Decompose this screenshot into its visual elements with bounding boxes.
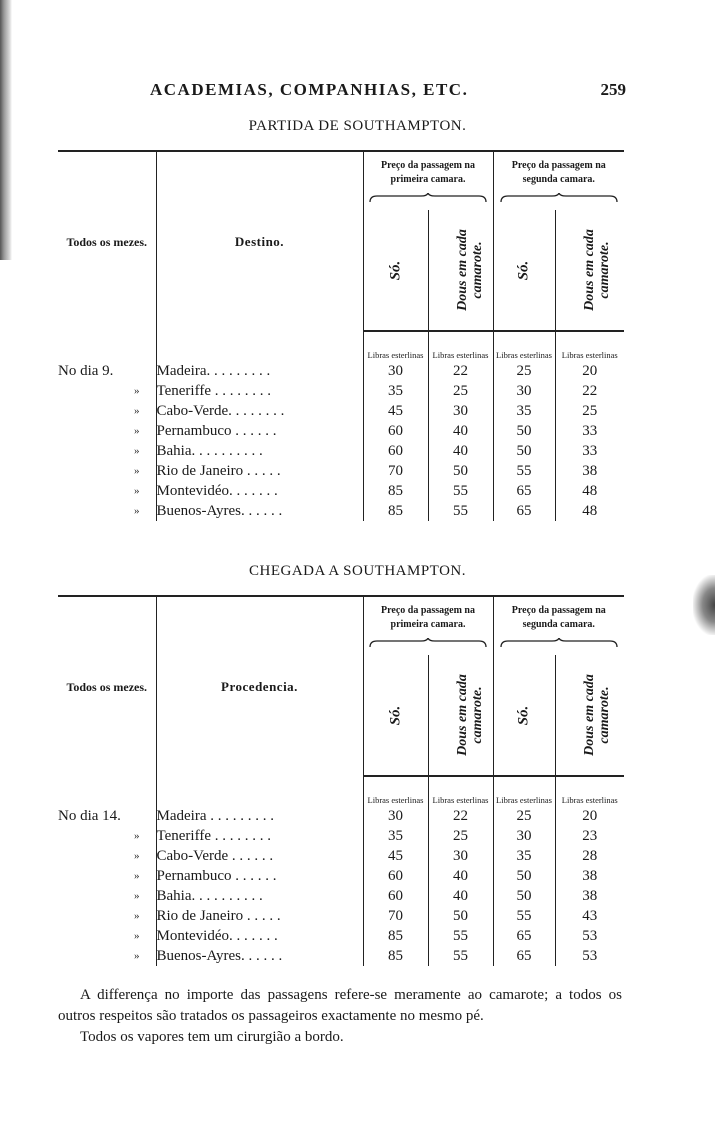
table-row [58, 806, 624, 826]
price-first-single: 35 [388, 827, 403, 844]
price-first-single: 30 [388, 362, 403, 379]
unit-label: Libras esterlinas [428, 776, 493, 806]
departure-table [58, 150, 624, 521]
place-cell: Rio de Janeiro . . . . . [156, 906, 363, 926]
price-second-single: 65 [516, 482, 532, 499]
place-cell: Teneriffe . . . . . . . . [156, 381, 363, 401]
second-class-group-header [493, 151, 624, 210]
place-cell: Bahia. . . . . . . . . . [156, 441, 363, 461]
price-first-double: 55 [428, 481, 493, 501]
price-second-double: 33 [555, 441, 624, 461]
schedule-day-cell: » [134, 445, 140, 457]
price-first-double: 55 [428, 926, 493, 946]
place-cell: Montevidéo. . . . . . . [156, 481, 363, 501]
footnote-paragraph: Todos os vapores tem um cirurgião a bordo. [80, 1029, 344, 1045]
price-second-single: 50 [516, 442, 532, 459]
price-first-single: 60 [388, 887, 403, 904]
table-row [58, 361, 624, 381]
month-column-header: Todos os mezes. [58, 151, 156, 331]
unit-label: Libras esterlinas [555, 331, 624, 361]
price-second-single: 55 [516, 907, 532, 924]
table-row [58, 886, 624, 906]
table-row [58, 441, 624, 461]
price-first-double: 50 [428, 906, 493, 926]
footnote-paragraph: A differença no importe das passagens refere-se meramente ao camarote; a todos os outros respeitos são tratados os passageiros exactamente no mesmo pé. [58, 987, 622, 1024]
table-row [58, 946, 624, 966]
place-cell: Montevidéo. . . . . . . [156, 926, 363, 946]
price-second-single: 65 [516, 927, 532, 944]
price-second-double: 22 [555, 381, 624, 401]
unit-row [58, 776, 624, 806]
price-first-single: 60 [388, 442, 403, 459]
price-first-single: 60 [388, 422, 403, 439]
schedule-day-cell: » [134, 910, 140, 922]
place-cell: Buenos-Ayres. . . . . . [156, 946, 363, 966]
price-second-double: 28 [555, 846, 624, 866]
second-class-group-label: Preço da passagem na segunda camara. [511, 160, 606, 185]
price-second-double: 33 [555, 421, 624, 441]
table-row [58, 826, 624, 846]
second-class-group-label: Preço da passagem na segunda camara. [511, 605, 606, 630]
schedule-day-cell: » [134, 830, 140, 842]
place-cell: Pernambuco . . . . . . [156, 866, 363, 886]
schedule-day-cell: » [134, 890, 140, 902]
unit-row [58, 331, 624, 361]
price-second-single: 65 [516, 947, 532, 964]
price-first-double: 40 [428, 866, 493, 886]
place-cell: Madeira . . . . . . . . . [156, 806, 363, 826]
price-second-double: 23 [555, 826, 624, 846]
unit-label: Libras esterlinas [496, 350, 552, 360]
price-first-double: 50 [428, 461, 493, 481]
arrival-title: CHEGADA A SOUTHAMPTON. [248, 563, 466, 579]
first-class-group-label: Preço da passagem na primeira camara. [381, 605, 475, 630]
price-first-single: 70 [388, 462, 403, 479]
price-first-double: 22 [428, 806, 493, 826]
price-first-single: 85 [388, 482, 403, 499]
second-class-single-header: Só. [493, 655, 555, 776]
running-header [58, 80, 626, 104]
page-number: 259 [600, 80, 626, 99]
price-second-double: 53 [555, 946, 624, 966]
price-second-single: 30 [516, 382, 532, 399]
second-class-group-header [493, 596, 624, 655]
first-class-single-header: Só. [363, 210, 428, 331]
price-second-double: 48 [555, 481, 624, 501]
running-title: ACADEMIAS, COMPANHIAS, ETC. [150, 80, 469, 99]
arrival-table [58, 595, 624, 966]
unit-label: Libras esterlinas [367, 795, 424, 805]
place-cell: Cabo-Verde . . . . . . [156, 846, 363, 866]
schedule-day-cell: No dia 14. [58, 807, 121, 824]
schedule-day-cell: » [134, 930, 140, 942]
second-class-double-header: Dous em cada camarote. [555, 210, 624, 331]
place-cell: Rio de Janeiro . . . . . [156, 461, 363, 481]
price-second-double: 38 [555, 866, 624, 886]
departure-title: PARTIDA DE SOUTHAMPTON. [248, 118, 467, 134]
price-first-double: 40 [428, 421, 493, 441]
table-row [58, 461, 624, 481]
price-second-single: 50 [516, 887, 532, 904]
unit-label: Libras esterlinas [496, 795, 552, 805]
price-second-single: 50 [516, 867, 532, 884]
schedule-day-cell: » [134, 405, 140, 417]
table-row [58, 866, 624, 886]
place-cell: Pernambuco . . . . . . [156, 421, 363, 441]
place-cell: Buenos-Ayres. . . . . . [156, 501, 363, 521]
place-cell: Madeira. . . . . . . . . [156, 361, 363, 381]
first-class-double-header: Dous em cada camarote. [428, 655, 493, 776]
place-cell: Bahia. . . . . . . . . . [156, 886, 363, 906]
origin-column-header: Procedencia. [156, 596, 363, 776]
table-row [58, 381, 624, 401]
second-class-double-header: Dous em cada camarote. [555, 655, 624, 776]
price-first-single: 85 [388, 927, 403, 944]
price-second-single: 50 [516, 422, 532, 439]
price-second-double: 43 [555, 906, 624, 926]
price-second-single: 55 [516, 462, 532, 479]
price-second-single: 65 [516, 502, 532, 519]
schedule-day-cell: » [134, 950, 140, 962]
price-first-double: 25 [428, 826, 493, 846]
price-first-single: 85 [388, 947, 403, 964]
first-class-group-label: Preço da passagem na primeira camara. [381, 160, 475, 185]
price-second-double: 38 [555, 461, 624, 481]
price-second-single: 35 [516, 402, 532, 419]
schedule-day-cell: » [134, 505, 140, 517]
price-first-double: 40 [428, 441, 493, 461]
place-cell: Cabo-Verde. . . . . . . . [156, 401, 363, 421]
first-class-group-header [363, 151, 493, 210]
footnote [58, 985, 622, 1048]
price-first-double: 30 [428, 846, 493, 866]
price-first-single: 30 [388, 807, 403, 824]
price-first-single: 60 [388, 867, 403, 884]
first-class-single-header: Só. [363, 655, 428, 776]
price-first-double: 30 [428, 401, 493, 421]
price-first-single: 35 [388, 382, 403, 399]
price-second-single: 25 [516, 807, 532, 824]
schedule-day-cell: » [134, 870, 140, 882]
destination-column-header: Destino. [156, 151, 363, 331]
schedule-day-cell: » [134, 485, 140, 497]
first-class-group-header [363, 596, 493, 655]
unit-label: Libras esterlinas [428, 331, 493, 361]
table-row [58, 421, 624, 441]
month-column-header: Todos os mezes. [58, 596, 156, 776]
schedule-day-cell: » [134, 385, 140, 397]
price-second-single: 30 [516, 827, 532, 844]
first-class-double-header: Dous em cada camarote. [428, 210, 493, 331]
price-second-double: 38 [555, 886, 624, 906]
table-row [58, 501, 624, 521]
place-cell: Teneriffe . . . . . . . . [156, 826, 363, 846]
brace-icon [500, 193, 618, 203]
unit-label: Libras esterlinas [555, 776, 624, 806]
table-row [58, 846, 624, 866]
price-first-single: 70 [388, 907, 403, 924]
price-first-double: 25 [428, 381, 493, 401]
price-second-double: 20 [555, 361, 624, 381]
table-row [58, 481, 624, 501]
price-second-double: 48 [555, 501, 624, 521]
price-first-single: 45 [388, 847, 403, 864]
price-first-single: 85 [388, 502, 403, 519]
price-first-single: 45 [388, 402, 403, 419]
price-second-single: 35 [516, 847, 532, 864]
table-row [58, 401, 624, 421]
brace-icon [369, 638, 487, 648]
price-first-double: 55 [428, 946, 493, 966]
table-row [58, 906, 624, 926]
price-first-double: 40 [428, 886, 493, 906]
brace-icon [369, 193, 487, 203]
price-second-single: 25 [516, 362, 532, 379]
schedule-day-cell: » [134, 850, 140, 862]
price-second-double: 20 [555, 806, 624, 826]
price-second-double: 25 [555, 401, 624, 421]
price-second-double: 53 [555, 926, 624, 946]
second-class-single-header: Só. [493, 210, 555, 331]
unit-label: Libras esterlinas [367, 350, 424, 360]
price-first-double: 55 [428, 501, 493, 521]
brace-icon [500, 638, 618, 648]
schedule-day-cell: No dia 9. [58, 362, 114, 379]
table-row [58, 926, 624, 946]
page-edge-shadow-right [693, 575, 715, 635]
price-first-double: 22 [428, 361, 493, 381]
schedule-day-cell: » [134, 425, 140, 437]
schedule-day-cell: » [134, 465, 140, 477]
